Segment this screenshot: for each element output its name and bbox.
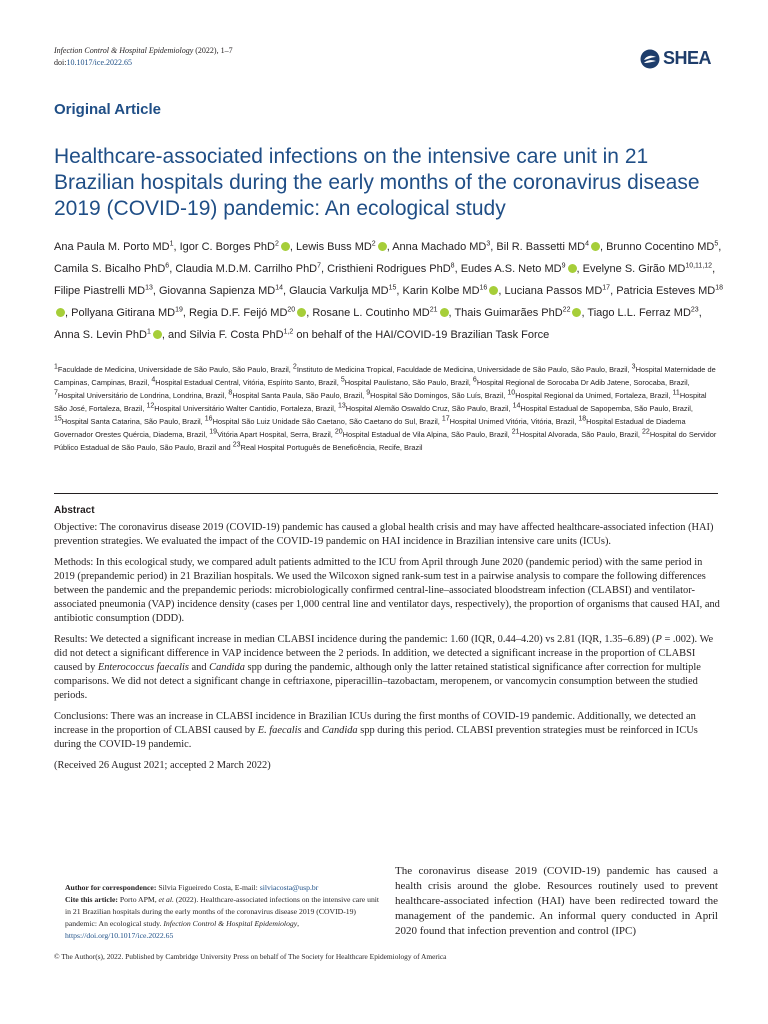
conclusions-organism-1: E. faecalis — [257, 725, 302, 736]
cite-label: Cite this article: — [65, 895, 118, 904]
orcid-icon[interactable] — [153, 330, 162, 339]
author-affiliation-sup: 1 — [169, 240, 174, 248]
affiliation-text: Hospital São José, Fortaleza, Brazil, — [54, 391, 707, 413]
correspondence-text: Silvia Figueiredo Costa, E-mail: — [156, 883, 260, 892]
affiliation-text: Faculdade de Medicina, Universidade de São Paulo, São Paulo, Brazil, — [57, 365, 291, 374]
cite-doi-link[interactable]: https://doi.org/10.1017/ice.2022.65 — [65, 931, 174, 940]
affiliation-number: 5 — [340, 376, 345, 384]
author-affiliation-sup: 5 — [714, 240, 719, 248]
correspondence-block — [54, 882, 380, 942]
article-title: Healthcare-associated infections on the intensive care unit in 21 Brazilian hospitals during the early months of the coronavirus disease 2019 (COVID-19) pandemic: An ecological study — [54, 145, 700, 220]
orcid-icon[interactable] — [440, 308, 449, 317]
affiliation-number: 15 — [54, 415, 62, 423]
author-affiliation-sup: 9 — [561, 262, 566, 270]
author-affiliation-sup: 7 — [317, 262, 322, 270]
affiliation-number: 8 — [228, 389, 233, 397]
orcid-icon[interactable] — [489, 286, 498, 295]
author-affiliation-sup: 21 — [429, 306, 438, 314]
affiliation-number: 17 — [441, 415, 450, 423]
author-affiliation-sup: 8 — [450, 262, 455, 270]
author-affiliation-sup: 3 — [486, 240, 491, 248]
author-group-suffix: on behalf of the HAI/COVID-19 Brazilian Task Force — [296, 329, 550, 341]
affiliation-number: 21 — [511, 428, 520, 436]
author-name: Silvia F. Costa PhD — [189, 329, 284, 341]
author-name: Anna S. Levin PhD — [54, 329, 147, 341]
affiliation-text: Hospital Estadual de Sapopemba, São Paulo, Brazil, — [520, 404, 693, 413]
author-joiner: and — [167, 329, 187, 341]
author-name: Filipe Piastrelli MD — [54, 285, 146, 297]
author-name: Igor C. Borges PhD — [179, 241, 275, 253]
results-p-symbol: P — [655, 634, 662, 645]
author-name: Luciana Passos MD — [504, 285, 603, 297]
affiliation-number: 7 — [54, 389, 58, 397]
affiliation-text: Hospital Maternidade de Campinas, Campinas, Brazil, — [54, 365, 716, 387]
journal-citation-line — [54, 45, 233, 57]
affiliation-text: Hospital Unimed Vitória, Vitória, Brazil, — [449, 417, 577, 426]
results-text-2: = .002). We did not detect a significant difference in VAP incidence between the 2 periods. In addition, we detected a significant increase in the proportion of CLABSI caused by — [54, 634, 714, 673]
results-organism-2: Candida — [209, 662, 245, 673]
author-name: Pollyana Gitirana MD — [71, 307, 176, 319]
affiliation-number: 23 — [232, 441, 241, 449]
conclusions-organism-2: Candida — [321, 725, 358, 736]
affiliation-text: Vitória Apart Hospital, Serra, Brazil, — [217, 430, 333, 439]
affiliation-number: 14 — [512, 402, 521, 410]
affiliation-text: Hospital Regional da Unimed, Fortaleza, Brazil, — [515, 391, 671, 400]
author-affiliation-sup: 14 — [275, 284, 283, 292]
author-name: Ana Paula M. Porto MD — [54, 241, 170, 253]
affiliation-text: Hospital Paulistano, São Paulo, Brazil, — [344, 378, 471, 387]
affiliation-text: Hospital Universitário Walter Cantidio, Fortaleza, Brazil, — [154, 404, 336, 413]
author-affiliation-sup: 20 — [287, 306, 296, 314]
orcid-icon[interactable] — [378, 242, 387, 251]
introduction-paragraph: The coronavirus disease 2019 (COVID-19) pandemic has caused a health crisis around the globe. Resources routinely used to prevent healthcare-associated infection (HAI) have been redirected toward the management of the pandemic. An informal query conducted in April 2020 found that infection prevention and control (IPC) — [395, 865, 718, 937]
author-name: Evelyne S. Girão MD — [582, 263, 686, 275]
abstract-section — [54, 504, 720, 780]
affiliation-number: 2 — [292, 363, 297, 371]
author-affiliation-sup: 18 — [715, 284, 724, 292]
orcid-icon[interactable] — [56, 308, 65, 317]
correspondence-email-link[interactable]: silviacosta@usp.br — [259, 883, 319, 892]
affiliation-text: Hospital Regional de Sorocaba Dr Adib Jatene, Sorocaba, Brazil, — [476, 378, 690, 387]
author-affiliation-sup: 15 — [388, 284, 397, 292]
journal-year-pages: (2022), 1–7 — [195, 46, 233, 55]
author-name: Claudia M.D.M. Carrilho PhD — [175, 263, 318, 275]
orcid-icon[interactable] — [568, 264, 577, 273]
cite-text-3: , — [297, 919, 300, 928]
author-affiliation-sup: 6 — [165, 262, 170, 270]
cite-text-1: Porto APM, — [117, 895, 159, 904]
affiliation-text: Real Hospital Português de Beneficência, Recife, Brazil — [240, 443, 423, 452]
affiliation-text: Hospital Santa Catarina, São Paulo, Brazil, — [61, 417, 203, 426]
author-name: Glaucia Varkulja MD — [289, 285, 389, 297]
author-affiliation-sup: 10,11,12 — [685, 262, 713, 270]
affiliation-number: 20 — [334, 428, 343, 436]
cite-text-2: (2022). Healthcare-associated infections on the intensive care unit in 21 Brazilian hospitals during the early months of the coronavirus disease 2019 (COVID-19) pandemic: An ecological study. — [65, 895, 380, 928]
author-correspondence — [54, 882, 380, 894]
author-name: Thais Guimarães PhD — [454, 307, 563, 319]
journal-name: Infection Control & Hospital Epidemiology — [54, 46, 194, 55]
author-list: Ana Paula M. Porto $MD^1$, Igor C. Borges PhD$^2$ , Lewis Buss $MD^2$ , Anna Machado $MD^3$, Bil R. Bassetti $MD^4$ , Brunno Cocentino $MD^5$, Camila S. Bicalho PhD$^6$, Claudia M.D.M. Carrilho PhD$^7$, Cristhieni Rodrigues PhD$^8$, Eudes A.S. Neto $MD^9$ , Evelyne S. Girão MD$^{10,11,12}$, Filipe Piastrelli MD$^{13}$, Giovanna Sapienza MD$^{14}$, Glaucia Varkulja MD$^{15}$, Karin Kolbe MD$^{16}$ , Luciana Passos MD$^{17}$, Patricia Esteves MD$^{18}$, Pollyana Gitirana MD$^{19}$, Regia D.F. Feijó MD$^{20}$ , Rosane L. Coutinho MD$^{21}$ , Thais Guimarães PhD$^{22}$ , Tiago L.L. Ferraz MD$^{23}$, Anna S. Levin PhD$^1$ , and Silvia F. Costa PhD$^{1,2}$ on behalf of the HAI/COVID-19 Brazilian Task Force — [54, 240, 724, 341]
affiliation-text: Hospital Alemão Oswaldo Cruz, São Paulo, Brazil, — [345, 404, 511, 413]
divider — [54, 493, 718, 494]
author-affiliation-sup: 16 — [479, 284, 488, 292]
author-affiliation-sup: 23 — [690, 306, 699, 314]
affiliation-text: Hospital Universitário de Londrina, Londrina, Brazil, — [57, 391, 227, 400]
affiliation-text: Instituto de Medicina Tropical, Faculdade de Medicina, Universidade de São Paulo, São Paulo, Brazil, — [296, 365, 630, 374]
results-text-4: spp during the pandemic, although only the latter retained statistical significance after correction for multiple comparisons. We did not detect a significant change in ceftriaxone, piperacillin–tazobactam, meropenem, or vancomycin consumption between the studied periods. — [54, 662, 701, 701]
orcid-icon[interactable] — [572, 308, 581, 317]
author-name: Rosane L. Coutinho MD — [312, 307, 430, 319]
affiliation-number: 9 — [366, 389, 371, 397]
author-affiliation-sup: 2 — [371, 240, 376, 248]
affiliation-number: 16 — [204, 415, 213, 423]
author-name: Brunno Cocentino MD — [606, 241, 715, 253]
author-name: Cristhieni Rodrigues PhD — [327, 263, 451, 275]
conclusions-text-2: and — [301, 725, 322, 736]
author-name: Tiago L.L. Ferraz MD — [587, 307, 691, 319]
affiliation-text: Hospital do Servidor Público Estadual de São Paulo, São Paulo, Brazil and — [54, 430, 717, 452]
author-affiliation-sup: 17 — [602, 284, 611, 292]
author-name: Eudes A.S. Neto MD — [460, 263, 562, 275]
abstract-objective: Objective: The coronavirus disease 2019 (COVID-19) pandemic has caused a global health crisis and may have affected healthcare-associated infection (HAI) prevention strategies. We evaluated the impact of the COVID-19 pandemic on HAI incidence in Brazilian intensive care units (ICUs). — [54, 522, 714, 547]
affiliation-number: 13 — [337, 402, 346, 410]
copyright-footer: © The Author(s), 2022. Published by Cambridge University Press on behalf of The Society for Healthcare Epidemiology of America — [54, 952, 447, 961]
abstract-heading: Abstract — [54, 505, 95, 516]
affiliation-number: 18 — [578, 415, 587, 423]
author-affiliation-sup: 4 — [585, 240, 589, 248]
author-affiliation-sup: 1 — [146, 328, 151, 336]
cite-journal: Infection Control & Hospital Epidemiology — [163, 919, 298, 928]
author-affiliation-sup: 1,2 — [283, 328, 294, 336]
author-name: Camila S. Bicalho PhD — [54, 263, 166, 275]
author-affiliation-sup: 13 — [145, 284, 153, 292]
affiliation-number: 1 — [54, 363, 58, 371]
affiliation-number: 12 — [146, 402, 155, 410]
author-affiliation-sup: 19 — [175, 306, 183, 314]
orcid-icon[interactable] — [591, 242, 600, 251]
affiliation-text: Hospital São Luiz Unidade São Caetano, São Caetano do Sul, Brazil, — [212, 417, 440, 426]
doi-line — [54, 57, 233, 69]
doi-link[interactable]: 10.1017/ice.2022.65 — [66, 58, 132, 67]
shea-logo-icon — [640, 49, 660, 69]
author-name: Anna Machado MD — [392, 241, 487, 253]
conclusions-text-1: Conclusions: There was an increase in CLABSI incidence in Brazilian ICUs during the first months of COVID-19 pandemic. Additionally, we detected an increase in the proportion of CLABSI caused by — [54, 711, 696, 736]
affiliation-text: Hospital Estadual Central, Vitória, Espírito Santo, Brazil, — [155, 378, 339, 387]
received-dates: (Received 26 August 2021; accepted 2 March 2022) — [54, 760, 271, 771]
article-type-label: Original Article — [54, 101, 161, 118]
affiliation-text: Hospital São Domingos, São Luís, Brazil, — [370, 391, 506, 400]
results-organism-1: Enterococcus faecalis — [97, 662, 189, 673]
affiliation-text: Hospital Estadual de Vila Alpina, São Paulo, Brazil, — [342, 430, 510, 439]
affiliation-text: Hospital Estadual de Diadema Governador Orestes Quércia, Diadema, Brazil, — [54, 417, 686, 439]
doi-prefix: doi: — [54, 58, 67, 67]
results-text-1: Results: We detected a significant increase in median CLABSI incidence during the pandemic: 1.60 (IQR, 0.44–4.20) vs 2.81 (IQR, 1.35–6.89) ( — [54, 634, 656, 645]
affiliation-number: 22 — [642, 428, 650, 436]
abstract-results — [54, 633, 720, 703]
shea-logo-text: SHEA — [663, 48, 712, 68]
results-text-3: and — [188, 662, 210, 673]
affiliation-text: Hospital Alvorada, São Paulo, Brazil, — [519, 430, 640, 439]
affiliation-number: 19 — [209, 428, 218, 436]
author-name: Giovanna Sapienza MD — [159, 285, 276, 297]
abstract-methods: Methods: In this ecological study, we compared adult patients admitted to the ICU from April through June 2020 (pandemic period) with the same period in 2019 (prepandemic period) in 21 Brazilian hospitals. We used the Wilcoxon signed rank-sum test in a pairwise analysis to compare the following differences between the pandemic and the prepandemic periods: microbiologically confirmed central-line–associated bloodstream infection (CLABSI) and ventilator-associated pneumonia (VAP) incidence density (cases per 1,000 central line and ventilator days, respectively), the proportion of organisms that caused HAI, and antibiotic consumption (DDD). — [54, 557, 720, 624]
affiliation-number: 10 — [507, 389, 516, 397]
orcid-icon[interactable] — [297, 308, 306, 317]
affiliation-number: 3 — [631, 363, 636, 371]
author-affiliation-sup: 2 — [274, 240, 279, 248]
author-name: Karin Kolbe MD — [402, 285, 480, 297]
author-name: Lewis Buss MD — [296, 241, 372, 253]
cite-etal: et al. — [158, 895, 174, 904]
correspondence-label: Author for correspondence: — [65, 883, 157, 892]
affiliations — [54, 363, 718, 454]
cite-this-article — [54, 894, 380, 942]
abstract-conclusions — [54, 710, 720, 752]
affiliation-number: 4 — [151, 376, 156, 384]
author-name: Regia D.F. Feijó MD — [188, 307, 288, 319]
affiliation-number: 11 — [672, 389, 680, 397]
author-affiliation-sup: 22 — [562, 306, 571, 314]
author-name: Bil R. Bassetti MD — [496, 241, 586, 253]
journal-header — [54, 45, 233, 69]
shea-logo — [640, 48, 711, 69]
affiliation-text: Hospital Santa Paula, São Paulo, Brazil, — [232, 391, 365, 400]
conclusions-text-3: spp during this period. CLABSI prevention strategies must be reinforced in ICUs during the COVID-19 pandemic. — [54, 725, 698, 750]
affiliation-number: 6 — [472, 376, 477, 384]
orcid-icon[interactable] — [281, 242, 290, 251]
author-name: Patricia Esteves MD — [616, 285, 716, 297]
